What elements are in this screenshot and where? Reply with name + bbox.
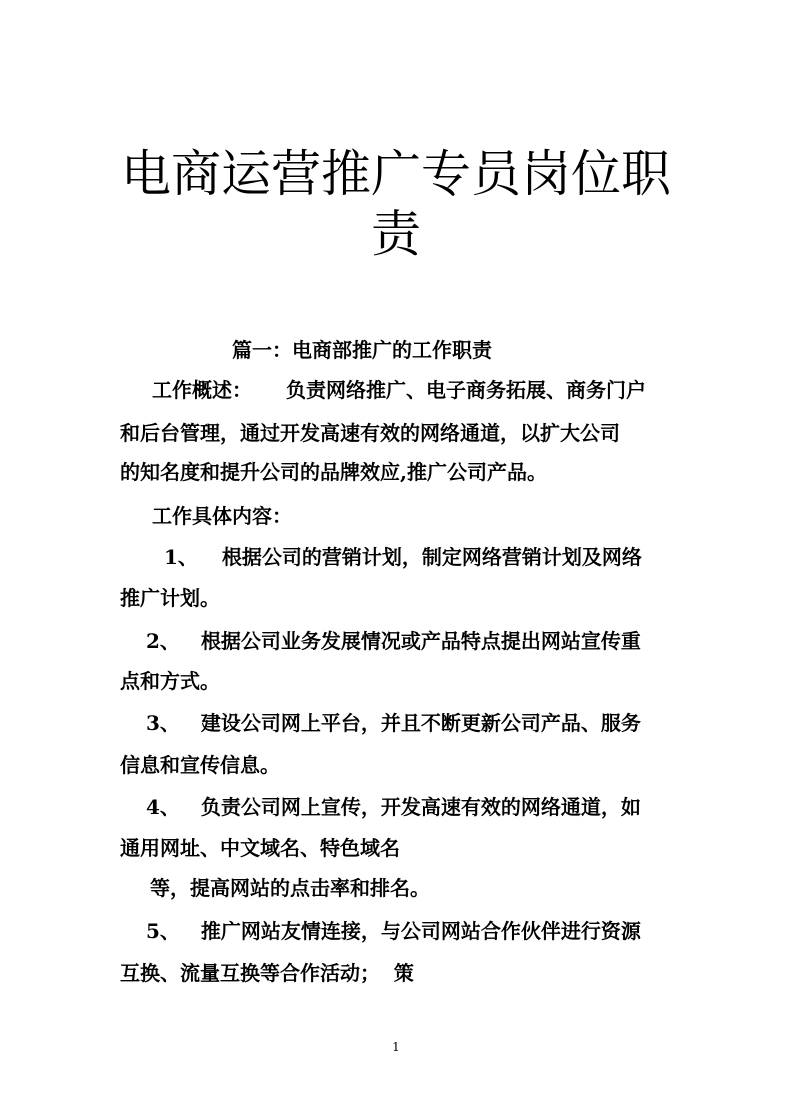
item-text: 推广网站友情连接，与公司网站合作伙伴进行资源 bbox=[200, 919, 641, 943]
item-number: 3、 bbox=[146, 711, 180, 735]
document-title-line-1: 电商运营推广专员岗位职 bbox=[121, 145, 671, 203]
overview-line-2: 和后台管理，通过开发高速有效的网络通道，以扩大公司 bbox=[120, 421, 620, 445]
list-item-4-continuation-2: 等，提高网站的点击率和排名。 bbox=[150, 876, 430, 900]
list-item-3-continuation: 信息和宣传信息。 bbox=[120, 753, 280, 777]
item-text: 负责公司网上宣传，开发高速有效的网络通道，如 bbox=[200, 795, 641, 819]
list-item-2 bbox=[146, 628, 641, 654]
list-item-5 bbox=[146, 918, 641, 944]
list-item-1-continuation: 推广计划。 bbox=[120, 586, 220, 610]
item-number: 5、 bbox=[146, 919, 180, 943]
section-heading: 篇一：电商部推广的工作职责 bbox=[232, 338, 492, 362]
item-text: 建设公司网上平台，并且不断更新公司产品、服务 bbox=[200, 711, 641, 735]
item-number: 4、 bbox=[146, 795, 180, 819]
page-number: 1 bbox=[392, 1040, 400, 1054]
overview-first-line bbox=[152, 377, 646, 403]
overview-text: 负责网络推广、电子商务拓展、商务门户 bbox=[286, 378, 646, 402]
document-title-line-2: 责 bbox=[371, 205, 421, 263]
item-text: 根据公司的营销计划，制定网络营销计划及网络 bbox=[221, 545, 642, 569]
list-item-3 bbox=[146, 710, 641, 736]
list-item-4 bbox=[146, 794, 641, 820]
list-item-1 bbox=[164, 544, 642, 570]
content-label: 工作具体内容： bbox=[152, 504, 292, 528]
list-item-4-continuation: 通用网址、中文域名、特色域名 bbox=[120, 836, 400, 860]
item-text: 根据公司业务发展情况或产品特点提出网站宣传重 bbox=[200, 629, 641, 653]
overview-label: 工作概述： bbox=[152, 378, 252, 402]
list-item-2-continuation: 点和方式。 bbox=[120, 669, 220, 693]
item-number: 1、 bbox=[164, 545, 198, 569]
overview-line-3: 的知名度和提升公司的品牌效应,推广公司产品。 bbox=[120, 460, 547, 484]
list-item-5-continuation: 互换、流量互换等合作活动； 策 bbox=[120, 961, 414, 985]
item-number: 2、 bbox=[146, 629, 180, 653]
